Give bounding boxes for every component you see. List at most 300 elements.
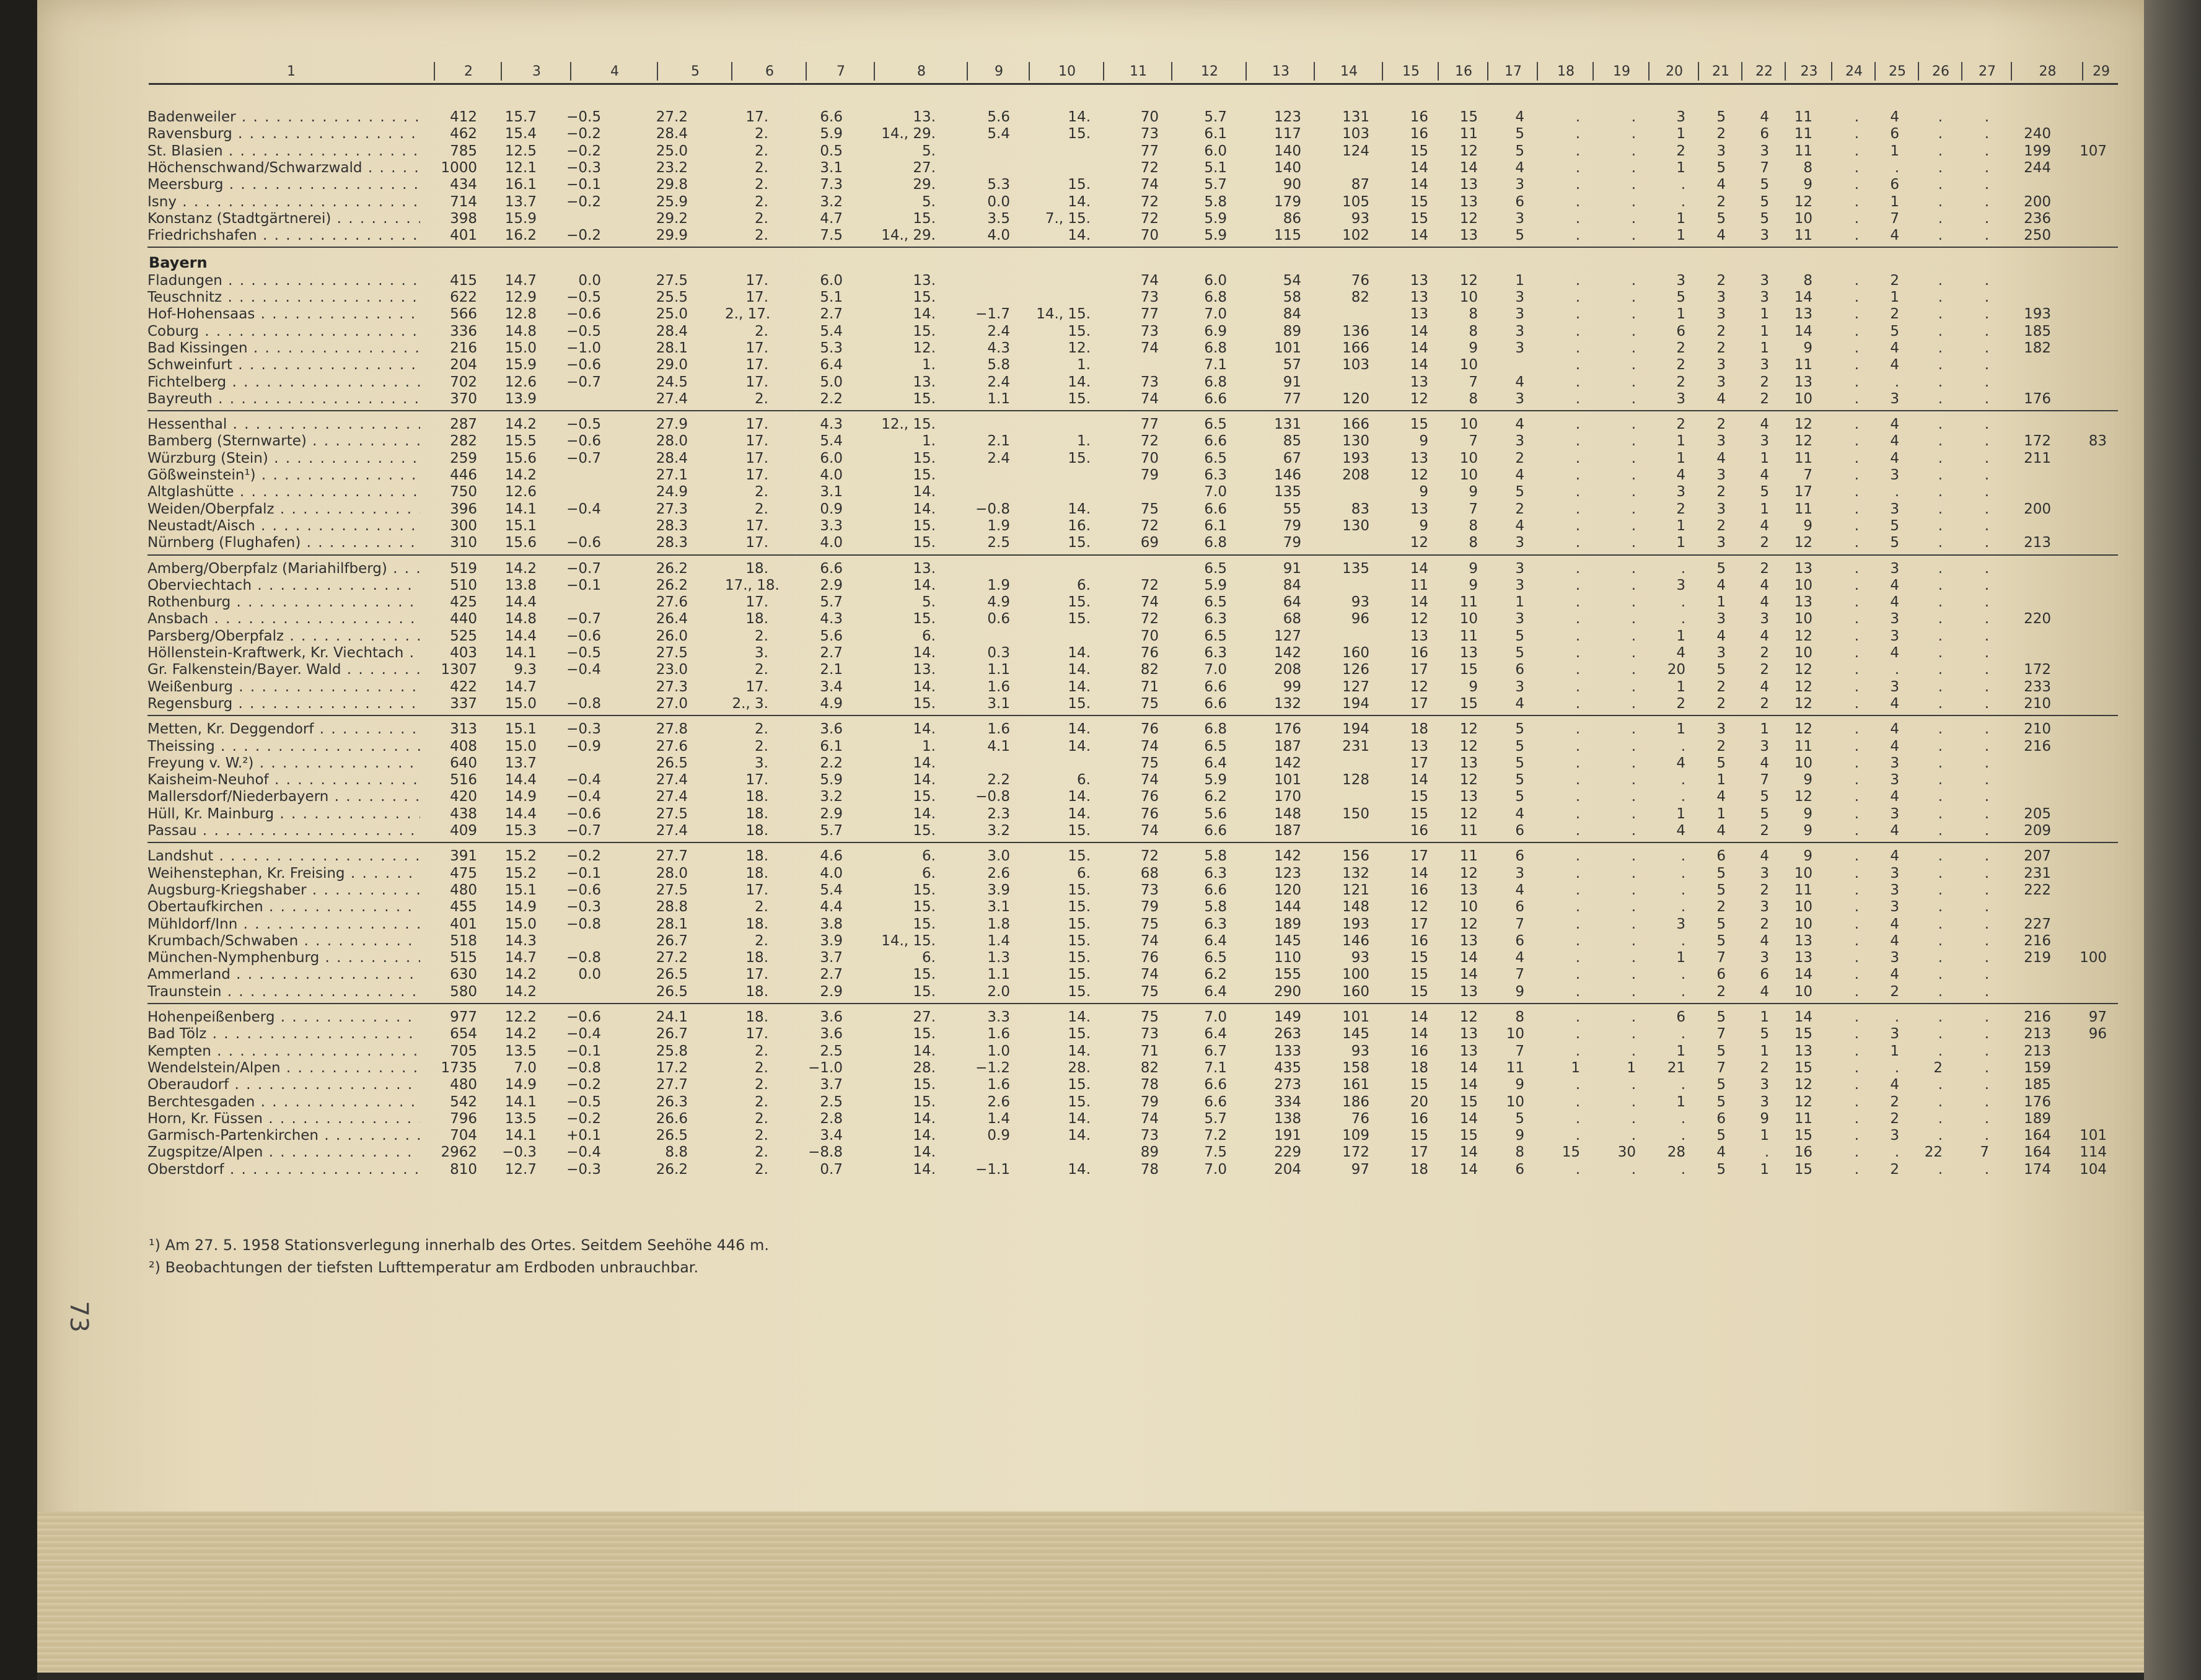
cell-col-18: . — [1575, 1009, 1580, 1025]
cell-col-14: 135 — [1342, 560, 1369, 577]
cell-col-26: . — [1938, 210, 1943, 227]
cell-col-25: 2 — [1890, 1110, 1899, 1127]
header-col-5: 5 — [657, 62, 732, 81]
cell-col-2: 796 — [450, 1110, 477, 1127]
cell-col-3: 13.9 — [504, 390, 537, 407]
cell-col-4: −0.1 — [566, 1043, 601, 1059]
cell-col-25: 4 — [1890, 848, 1899, 865]
header-col-21: 21 — [1698, 62, 1742, 81]
cell-col-8: 14. — [913, 1144, 936, 1161]
cell-col-14: 93 — [1351, 950, 1369, 966]
cell-col-12: 6.5 — [1204, 560, 1227, 577]
cell-col-7: 5.6 — [820, 628, 843, 644]
cell-col-6: 2., 17. — [725, 306, 771, 323]
cell-col-21: 5 — [1716, 916, 1726, 932]
table-row — [0, 1094, 2201, 1110]
cell-col-2: 409 — [450, 823, 477, 839]
cell-col-13: 123 — [1274, 109, 1301, 125]
cell-col-24: . — [1854, 390, 1859, 407]
cell-col-4: −0.5 — [566, 323, 601, 339]
cell-col-11: 75 — [1140, 755, 1159, 771]
cell-col-18: . — [1575, 272, 1580, 289]
cell-col-27: . — [1984, 721, 1989, 738]
cell-col-19: . — [1631, 1110, 1636, 1127]
cell-col-10: 15. — [1068, 1077, 1091, 1093]
cell-col-8: 6. — [922, 848, 936, 865]
cell-col-25: 4 — [1890, 109, 1899, 125]
cell-col-19: . — [1631, 789, 1636, 805]
table-row — [0, 340, 2201, 356]
cell-col-4: −0.5 — [566, 645, 601, 661]
cell-col-13: 117 — [1274, 126, 1301, 142]
cell-col-11: 75 — [1140, 1009, 1159, 1025]
cell-col-17: 3 — [1515, 177, 1524, 193]
cell-col-6: 18. — [745, 789, 768, 805]
cell-col-24: . — [1854, 272, 1859, 289]
cell-col-13: 170 — [1274, 789, 1301, 805]
cell-col-18: . — [1575, 966, 1580, 983]
station-name: Höchenschwand/Schwarzwald . . . — [147, 160, 420, 176]
cell-col-24: . — [1854, 1059, 1859, 1076]
cell-col-8: 15. — [913, 1026, 936, 1043]
cell-col-5: 29.0 — [656, 357, 688, 374]
cell-col-24: . — [1854, 142, 1859, 159]
cell-col-28: 220 — [2024, 611, 2051, 628]
cell-col-13: 142 — [1274, 755, 1301, 771]
cell-col-12: 6.6 — [1204, 882, 1227, 898]
cell-col-11: 74 — [1140, 390, 1159, 407]
cell-col-20: 4 — [1676, 823, 1685, 839]
cell-col-4: −0.4 — [566, 501, 601, 517]
cell-col-6: 17., 18. — [725, 577, 780, 593]
cell-col-11: 78 — [1140, 1077, 1159, 1093]
cell-col-6: 2. — [755, 390, 768, 407]
table-row — [0, 882, 2201, 898]
cell-col-19: . — [1631, 916, 1636, 932]
cell-col-23: 11 — [1794, 126, 1812, 142]
cell-col-19: . — [1631, 126, 1636, 142]
cell-col-10: 14. — [1068, 1110, 1091, 1127]
cell-col-10: 14. — [1068, 109, 1091, 125]
cell-col-4: −0.1 — [566, 577, 601, 593]
cell-col-28: 199 — [2024, 142, 2051, 159]
cell-col-10: 14. — [1068, 1043, 1091, 1059]
cell-col-12: 6.4 — [1204, 932, 1227, 949]
cell-col-25: . — [1894, 662, 1899, 678]
cell-col-28: 219 — [2024, 950, 2051, 966]
cell-col-23: 11 — [1794, 450, 1812, 466]
cell-col-25: 6 — [1890, 126, 1899, 142]
cell-col-15: 16 — [1410, 645, 1428, 661]
station-name: Bamberg (Sternwarte) . . . — [147, 433, 420, 449]
cell-col-6: 17. — [745, 272, 768, 289]
cell-col-18: . — [1575, 823, 1580, 839]
cell-col-6: 2. — [755, 1127, 768, 1144]
cell-col-14: 186 — [1342, 1093, 1369, 1110]
cell-col-2: 287 — [450, 416, 477, 433]
cell-col-17: 6 — [1515, 193, 1524, 210]
cell-col-18: . — [1575, 289, 1580, 305]
cell-col-14: 97 — [1351, 1161, 1369, 1178]
cell-col-12: 6.6 — [1204, 823, 1227, 839]
cell-col-28: 185 — [2024, 1077, 2051, 1093]
cell-col-6: 18. — [745, 916, 768, 932]
cell-col-23: 10 — [1794, 983, 1812, 1000]
cell-col-19: . — [1631, 416, 1636, 433]
cell-col-19: . — [1631, 339, 1636, 356]
cell-col-5: 26.5 — [656, 1127, 688, 1144]
station-name: Landshut . . . — [147, 848, 420, 864]
cell-col-24: . — [1854, 433, 1859, 450]
cell-col-22: 3 — [1760, 738, 1769, 755]
cell-col-13: 123 — [1274, 865, 1301, 882]
station-name: Weihenstephan, Kr. Freising . . . — [147, 865, 420, 882]
cell-col-19: . — [1631, 805, 1636, 822]
table-row — [0, 916, 2201, 932]
cell-col-12: 6.0 — [1204, 272, 1227, 289]
cell-col-2: 714 — [450, 193, 477, 210]
cell-col-21: 1 — [1716, 805, 1726, 822]
cell-col-13: 132 — [1274, 695, 1301, 712]
station-name: Bad Tölz . . . — [147, 1026, 420, 1042]
cell-col-11: 73 — [1140, 126, 1159, 142]
cell-col-17: 5 — [1515, 142, 1524, 159]
cell-col-27: . — [1984, 755, 1989, 771]
cell-col-24: . — [1854, 1110, 1859, 1127]
table-row — [0, 109, 2201, 125]
cell-col-8: 14. — [913, 1127, 936, 1144]
cell-col-17: 11 — [1506, 1059, 1524, 1076]
cell-col-19: . — [1631, 695, 1636, 712]
cell-col-19: . — [1631, 560, 1636, 577]
station-name: Garmisch-Partenkirchen . . . — [147, 1127, 420, 1144]
cell-col-7: 2.7 — [820, 306, 843, 323]
cell-col-9: 2.3 — [987, 805, 1010, 822]
cell-col-24: . — [1854, 517, 1859, 534]
cell-col-13: 176 — [1274, 721, 1301, 738]
cell-col-5: 27.4 — [656, 789, 688, 805]
cell-col-26: . — [1938, 159, 1943, 176]
cell-col-6: 2. — [755, 1144, 768, 1161]
cell-col-27: . — [1984, 899, 1989, 916]
cell-col-13: 120 — [1274, 882, 1301, 898]
cell-col-8: 29. — [913, 177, 936, 193]
table-row — [0, 933, 2201, 949]
cell-col-3: 14.1 — [504, 645, 537, 661]
cell-col-11: 74 — [1140, 339, 1159, 356]
cell-col-16: 14 — [1459, 1110, 1478, 1127]
header-col-9: 9 — [967, 62, 1030, 81]
cell-col-14: 127 — [1342, 678, 1369, 695]
cell-col-21: 2 — [1716, 695, 1726, 712]
cell-col-7: 3.6 — [820, 1026, 843, 1043]
cell-col-26: . — [1938, 789, 1943, 805]
table-row — [0, 391, 2201, 407]
cell-col-23: 13 — [1794, 950, 1812, 966]
cell-col-27: . — [1984, 738, 1989, 755]
cell-col-15: 18 — [1410, 1059, 1428, 1076]
cell-col-16: 14 — [1459, 1161, 1478, 1178]
cell-col-28: 213 — [2024, 1043, 2051, 1059]
cell-col-15: 17 — [1410, 1144, 1428, 1161]
cell-col-26: . — [1938, 467, 1943, 483]
cell-col-3: 14.7 — [504, 950, 537, 966]
cell-col-2: 977 — [450, 1009, 477, 1025]
cell-col-22: 2 — [1760, 882, 1769, 898]
cell-col-12: 6.8 — [1204, 374, 1227, 390]
cell-col-13: 140 — [1274, 159, 1301, 176]
cell-col-14: 231 — [1342, 738, 1369, 755]
cell-col-13: 138 — [1274, 1110, 1301, 1127]
cell-col-22: 3 — [1760, 272, 1769, 289]
cell-col-25: 6 — [1890, 177, 1899, 193]
cell-col-7: 2.9 — [820, 805, 843, 822]
cell-col-16: 10 — [1459, 289, 1478, 305]
group-separator — [147, 715, 2118, 716]
cell-col-27: . — [1984, 210, 1989, 227]
cell-col-3: 14.1 — [504, 501, 537, 517]
cell-col-12: 6.3 — [1204, 645, 1227, 661]
cell-col-21: 5 — [1716, 1009, 1726, 1025]
cell-col-23: 9 — [1803, 805, 1812, 822]
cell-col-21: 3 — [1716, 721, 1726, 738]
cell-col-12: 6.2 — [1204, 966, 1227, 983]
cell-col-17: 5 — [1515, 755, 1524, 771]
cell-col-27: . — [1984, 272, 1989, 289]
cell-col-19: . — [1631, 272, 1636, 289]
cell-col-27: . — [1984, 662, 1989, 678]
cell-col-15: 16 — [1410, 1043, 1428, 1059]
cell-col-14: 166 — [1342, 416, 1369, 433]
cell-col-17: 6 — [1515, 823, 1524, 839]
cell-col-10: 14. — [1068, 374, 1091, 390]
header-col-13: 13 — [1245, 62, 1315, 81]
cell-col-15: 16 — [1410, 932, 1428, 949]
cell-col-3: 13.7 — [504, 193, 537, 210]
cell-col-22: 3 — [1760, 611, 1769, 628]
cell-col-10: 14. — [1068, 721, 1091, 738]
cell-col-22: 1 — [1760, 1161, 1769, 1178]
cell-col-21: 2 — [1716, 339, 1726, 356]
cell-col-15: 14 — [1410, 1009, 1428, 1025]
cell-col-20: 1 — [1676, 210, 1685, 227]
cell-col-25: 4 — [1890, 227, 1899, 244]
cell-col-26: . — [1938, 805, 1943, 822]
header-col-8: 8 — [874, 62, 968, 81]
cell-col-2: 462 — [450, 126, 477, 142]
cell-col-18: . — [1575, 159, 1580, 176]
cell-col-9: −0.8 — [975, 789, 1010, 805]
cell-col-27: . — [1984, 695, 1989, 712]
cell-col-19: . — [1631, 738, 1636, 755]
cell-col-23: 9 — [1803, 339, 1812, 356]
cell-col-6: 2. — [755, 721, 768, 738]
cell-col-5: 27.9 — [656, 416, 688, 433]
cell-col-16: 7 — [1469, 501, 1478, 517]
cell-col-16: 10 — [1459, 467, 1478, 483]
cell-col-4: −0.6 — [566, 433, 601, 450]
cell-col-25: 5 — [1890, 517, 1899, 534]
cell-col-23: 15 — [1794, 1161, 1812, 1178]
cell-col-26: . — [1938, 755, 1943, 771]
cell-col-8: 15. — [913, 390, 936, 407]
cell-col-16: 15 — [1459, 109, 1478, 125]
cell-col-3: 14.2 — [504, 467, 537, 483]
cell-col-13: 334 — [1274, 1093, 1301, 1110]
cell-col-18: . — [1575, 517, 1580, 534]
cell-col-16: 7 — [1469, 374, 1478, 390]
cell-col-22: . — [1764, 1144, 1769, 1161]
cell-col-18: . — [1575, 916, 1580, 932]
cell-col-16: 9 — [1469, 339, 1478, 356]
cell-col-3: 13.5 — [504, 1043, 537, 1059]
cell-col-3: 15.6 — [504, 450, 537, 466]
cell-col-13: 55 — [1283, 501, 1301, 517]
cell-col-16: 14 — [1459, 159, 1478, 176]
cell-col-23: 12 — [1794, 193, 1812, 210]
table-row — [0, 772, 2201, 788]
cell-col-8: 15. — [913, 916, 936, 932]
cell-col-20: . — [1680, 738, 1685, 755]
cell-col-17: 3 — [1515, 678, 1524, 695]
cell-col-23: 12 — [1794, 721, 1812, 738]
cell-col-12: 6.3 — [1204, 865, 1227, 882]
cell-col-5: 28.3 — [656, 535, 688, 551]
cell-col-23: 17 — [1794, 484, 1812, 501]
cell-col-22: 2 — [1760, 662, 1769, 678]
station-name: Hohenpeißenberg . . . — [147, 1009, 420, 1025]
cell-col-11: 75 — [1140, 695, 1159, 712]
cell-col-13: 273 — [1274, 1077, 1301, 1093]
cell-col-23: 13 — [1794, 932, 1812, 949]
cell-col-23: 11 — [1794, 501, 1812, 517]
cell-col-15: 13 — [1410, 374, 1428, 390]
cell-col-21: 4 — [1716, 628, 1726, 644]
cell-col-19: . — [1631, 467, 1636, 483]
cell-col-25: 3 — [1890, 1026, 1899, 1043]
station-name: Mühldorf/Inn . . . — [147, 916, 420, 932]
cell-col-20: 1 — [1676, 628, 1685, 644]
cell-col-24: . — [1854, 193, 1859, 210]
cell-col-4: −0.2 — [566, 126, 601, 142]
station-name: Kempten . . . — [147, 1043, 420, 1059]
cell-col-4: −0.6 — [566, 628, 601, 644]
cell-col-13: 208 — [1274, 662, 1301, 678]
cell-col-19: . — [1631, 966, 1636, 983]
cell-col-27: . — [1984, 916, 1989, 932]
cell-col-27: . — [1984, 193, 1989, 210]
cell-col-11: 72 — [1140, 577, 1159, 593]
cell-col-26: . — [1938, 272, 1943, 289]
cell-col-21: 6 — [1716, 848, 1726, 865]
cell-col-11: 77 — [1140, 306, 1159, 323]
table-row — [0, 645, 2201, 661]
cell-col-27: . — [1984, 805, 1989, 822]
cell-col-14: 145 — [1342, 1026, 1369, 1043]
cell-col-6: 18. — [745, 823, 768, 839]
cell-col-7: 5.3 — [820, 339, 843, 356]
cell-col-14: 150 — [1342, 805, 1369, 822]
cell-col-13: 127 — [1274, 628, 1301, 644]
cell-col-7: −1.0 — [808, 1059, 843, 1076]
cell-col-8: 15. — [913, 450, 936, 466]
cell-col-10: 1. — [1077, 433, 1091, 450]
cell-col-8: 1. — [922, 738, 936, 755]
cell-col-2: 480 — [450, 1077, 477, 1093]
cell-col-23: 15 — [1794, 1127, 1812, 1144]
cell-col-13: 191 — [1274, 1127, 1301, 1144]
station-name: Krumbach/Schwaben . . . — [147, 933, 420, 949]
cell-col-15: 17 — [1410, 662, 1428, 678]
cell-col-13: 148 — [1274, 805, 1301, 822]
cell-col-17: 3 — [1515, 433, 1524, 450]
cell-col-13: 133 — [1274, 1043, 1301, 1059]
cell-col-15: 12 — [1410, 899, 1428, 916]
cell-col-10: 6. — [1077, 865, 1091, 882]
cell-col-2: 785 — [450, 142, 477, 159]
table-row — [0, 374, 2201, 390]
cell-col-7: 0.9 — [820, 501, 843, 517]
cell-col-21: 2 — [1716, 983, 1726, 1000]
cell-col-22: 3 — [1760, 357, 1769, 374]
cell-col-18: . — [1575, 983, 1580, 1000]
cell-col-18: . — [1575, 177, 1580, 193]
cell-col-11: 74 — [1140, 966, 1159, 983]
header-col-25: 25 — [1874, 62, 1919, 81]
cell-col-20: 3 — [1676, 916, 1685, 932]
cell-col-21: 4 — [1716, 450, 1726, 466]
cell-col-10: 15. — [1068, 899, 1091, 916]
cell-col-10: 1. — [1077, 357, 1091, 374]
cell-col-21: 1 — [1716, 594, 1726, 611]
cell-col-14: 128 — [1342, 772, 1369, 789]
cell-col-18: . — [1575, 678, 1580, 695]
cell-col-24: . — [1854, 823, 1859, 839]
cell-col-16: 11 — [1459, 126, 1478, 142]
cell-col-24: . — [1854, 695, 1859, 712]
cell-col-25: . — [1894, 374, 1899, 390]
cell-col-21: 2 — [1716, 517, 1726, 534]
cell-col-26: . — [1938, 1110, 1943, 1127]
cell-col-21: 5 — [1716, 1127, 1726, 1144]
cell-col-26: . — [1938, 433, 1943, 450]
cell-col-11: 73 — [1140, 374, 1159, 390]
cell-col-10: 15. — [1068, 450, 1091, 466]
cell-col-4: −0.4 — [566, 1144, 601, 1161]
cell-col-13: 189 — [1274, 916, 1301, 932]
cell-col-15: 18 — [1410, 1161, 1428, 1178]
cell-col-9: 2.1 — [987, 433, 1010, 450]
cell-col-5: 27.2 — [656, 950, 688, 966]
cell-col-19: . — [1631, 678, 1636, 695]
cell-col-25: 3 — [1890, 678, 1899, 695]
cell-col-27: . — [1984, 1009, 1989, 1025]
cell-col-2: 425 — [450, 594, 477, 611]
cell-col-8: 14. — [913, 772, 936, 789]
table-row — [0, 755, 2201, 771]
footnote-2: ²) Beobachtungen der tiefsten Lufttemperatur am Erdboden unbrauchbar. — [149, 1259, 699, 1276]
cell-col-11: 74 — [1140, 177, 1159, 193]
cell-col-22: 5 — [1760, 789, 1769, 805]
cell-col-3: 12.9 — [504, 289, 537, 305]
cell-col-5: 23.0 — [656, 662, 688, 678]
cell-col-26: . — [1938, 306, 1943, 323]
cell-col-25: 2 — [1890, 272, 1899, 289]
cell-col-22: 4 — [1760, 628, 1769, 644]
cell-col-13: 99 — [1283, 678, 1301, 695]
cell-col-19: . — [1631, 932, 1636, 949]
cell-col-19: . — [1631, 1009, 1636, 1025]
